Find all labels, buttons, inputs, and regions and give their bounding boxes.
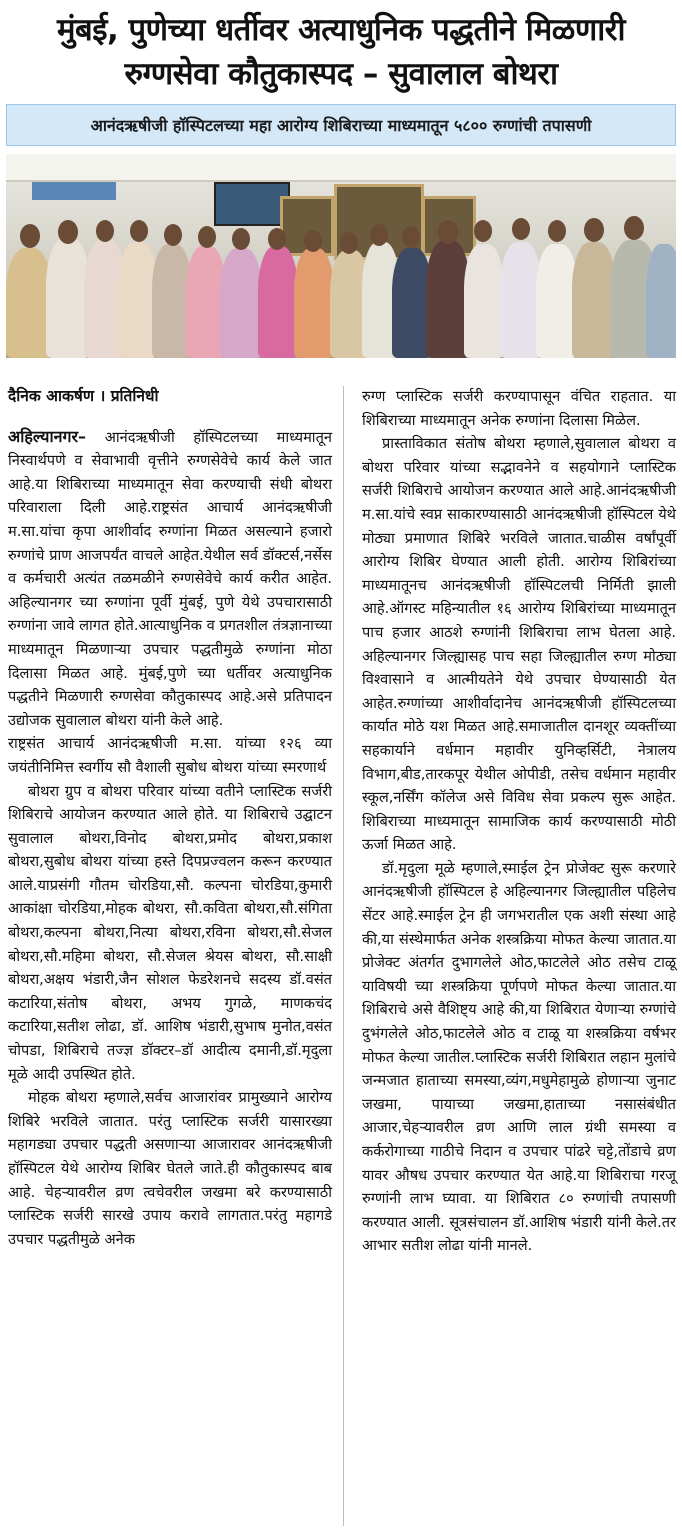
column-divider [343,386,344,1526]
article-column-right [362,385,676,1258]
dateline: अहिल्यानगर– [8,426,87,446]
paragraph: डॉ.मृदुला मूळे म्हणाले,स्माईल ट्रेन प्रोजेक्ट सुरू करणारे आनंदऋषीजी हॉस्पिटल हे अहिल्यानगर जिल्ह्यातील पहिलेच सेंटर आहे.स्माईल ट्रेन ही जगभरातील एक अशी संस्था आहे की,या संस्थेमार्फत अनेक शस्त्रक्रिया मोफत केल्या जातात.या प्रोजेक्ट अंतर्गत दुभागलेले ओठ,फाटलेले ओठ तसेच टाळू याविषयी च्या शस्त्रक्रिया पूर्णपणे मोफत केल्या जातात.या शिबिराचे असे वैशिष्ट्य आहे की,या शिबिरात येणाऱ्या रुग्णांचे दुभंगलेले ओठ,फाटलेले ओठ व टाळू या शस्त्रक्रिया वर्षभर मोफत केल्या जातील.प्लास्टिक सर्जरी शिबिरात लहान मुलांचे जन्मजात हाताच्या समस्या,व्यंग,मधुमेहामुळे होणाऱ्या जुनाट जखमा, पायाच्या जखमा,हाताच्या नसासंबंधीत आजार,चेहऱ्यावरील व्रण आणि लाल ग्रंथी समस्या व कर्करोगाच्या गाठीचे निदान व उपचार पांढरे चट्टे,तोंडाचे व्रण यावर औषध उपचार करण्यात येत आहे.या शिबिराचा गरजू रुग्णांनी लाभ घ्यावा. या शिबिरात ८० रुग्णांची तपासणी करण्यात आली. सूत्रसंचालन डॉ.आशिष भंडारी यांनी केले.तर आभार सतीश लोढा यांनी मानले. [362,859,676,1255]
paragraph: प्रास्ताविकात संतोष बोथरा म्हणाले,सुवालाल बोथरा व बोथरा परिवार यांच्या सद्भावनेने व सहयोगाने प्लास्टिक सर्जरी शिबिराचे आयोजन करण्यात आले आहे.आनंदऋषीजी म.सा.यांचे स्वप्न साकारण्यासाठी आनंदऋषीजी हॉस्पिटल येथे मोठ्या प्रमाणात शिबिरे भरविले जातात.चाळीस वर्षांपूर्वी आरोग्य शिबिर घेण्यात आली होती. आरोग्य शिबिरांच्या माध्यमातूनच आनंदऋषीजी हॉस्पिटलची निर्मिती झाली आहे.ऑगस्ट महिन्यातील १६ आरोग्य शिबिरांच्या माध्यमातून पाच हजार आठशे रुग्णांनी शिबिराचा लाभ घेतला आहे. अहिल्यानगर जिल्ह्यासह पाच सहा जिल्ह्यातील रुग्ण मोठ्या विश्वासाने व आत्मीयतेने येथे उपचार घेण्यासाठी येत आहेत.रुग्णांच्या आशीर्वादानेच आनंदऋषीजी हॉस्पिटलच्या कार्यात मोठे यश मिळत आहे.समाजातील दानशूर व्यक्तींच्या सहकार्याने वर्धमान महावीर युनिव्हर्सिटी, नेत्रालय विभाग,बीड,तारकपूर येथील ओपीडी, तसेच वर्धमान महावीर स्कूल,नर्सिंग कॉलेज असे विविध सेवा प्रकल्प सुरू आहेत. शिबिराच्या माध्यमातून सामाजिक कार्य करण्यासाठी मोठी ऊर्जा मिळत आहे. [362,435,676,854]
article-column-left [8,385,332,1251]
paragraph: राष्ट्रसंत आचार्य आनंदऋषीजी म.सा. यांच्या १२६ व्या जयंतीनिमित्त स्वर्गीय सौ वैशाली सुबोध बोथरा यांच्या स्मरणार्थ [8,735,332,776]
paragraph: बोथरा ग्रुप व बोथरा परिवार यांच्या वतीने प्लास्टिक सर्जरी शिबिराचे आयोजन करण्यात आले होते. या शिबिराचे उद्घाटन सुवालाल बोथरा,विनोद बोथरा,प्रमोद बोथरा,प्रकाश बोथरा,सुबोध बोथरा यांच्या हस्ते दिपप्रज्वलन करून करण्यात आले.याप्रसंगी गौतम चोरडिया,सौ. कल्पना चोरडिया,कुमारी आकांक्षा चोरडिया,मोहक बोथरा, सौ.कविता बोथरा,सौ.संगिता बोथरा,कल्पना बोथरा,नित्या बोथरा,रविना बोथरा,सौ.सेजल बोथरा,सौ.महिमा बोथरा, सौ.सेजल श्रेयस बोथरा, सौ.साक्षी बोथरा,अक्षय भंडारी,जैन सोशल फेडरेशनचे सदस्य डॉ.वसंत कटारिया,संतोष बोथरा, अभय गुगळे, माणकचंद कटारिया,सतीश लोढा, डॉ. आशिष भंडारी,सुभाष मुनोत,वसंत चोपडा, शिबिराचे तज्ज्ञ डॉक्टर–डॉ आदीत्य दमानी,डॉ.मृदुला मूळे आदी उपस्थित होते. [8,782,332,1083]
lead-text: आनंदऋषीजी हॉस्पिटलच्या माध्यमातून निस्वार्थपणे व सेवाभावी वृत्तीने रुग्णसेवेचे कार्य केले जात आहे.या शिबिराच्या माध्यमातून सेवा करण्याची संधी बोथरा परिवाराला दिली आहे.राष्ट्रसंत आचार्य आनंदऋषीजी म.सा.यांचा कृपा आशीर्वाद रुग्णांना मिळत असल्याने हजारो रुग्णांचे प्राण आजपर्यंत वाचले आहेत.येथील सर्व डॉक्टर्स,नर्सेस व कर्मचारी अत्यंत तळमळीने रुग्णसेवेचे कार्य करीत आहेत. अहिल्यानगर च्या रुग्णांना पूर्वी मुंबई, पुणे येथे उपचारासाठी रुग्णांना जावे लागत होते.आत्याधुनिक व प्रगतशील तंत्रज्ञानाच्या माध्यमातून मिळणाऱ्या उपचार पद्धतीमुळे रुग्णांना मोठा दिलासा मिळत आहे. मुंबई,पुणे च्या धर्तीवर अत्याधुनिक पद्धतीने मिळणारी रुग्णसेवा कौतुकास्पद आहे.असे प्रतिपादन उद्योजक सुवालाल बोथरा यांनी केले आहे. [8,428,333,729]
headline-line-1: मुंबई, पुणेच्या धर्तीवर अत्याधुनिक पद्धतीने मिळणारी [56,12,626,48]
headline [4,0,678,96]
headline-line-2: रुग्णसेवा कौतुकास्पद – सुवालाल बोथरा [124,56,558,92]
subheadline: आनंदऋषीजी हॉस्पिटलच्या महा आरोग्य शिबिराच्या माध्यमातून ५८०० रुग्णांची तपासणी [6,104,676,146]
paragraph: रुग्ण प्लास्टिक सर्जरी करण्यापासून वंचित राहतात. या शिबिराच्या माध्यमातून अनेक रुग्णांना दिलासा मिळेल. [362,388,676,429]
event-photo [6,154,676,358]
lead-paragraph [8,425,332,733]
byline: दैनिक आकर्षण । प्रतिनिधी [8,387,159,405]
paragraph: मोहक बोथरा म्हणाले,सर्वच आजारांवर प्रामुख्याने आरोग्य शिबिरे भरविले जातात. परंतु प्लास्टिक सर्जरी यासारख्या महागड्या उपचार पद्धती असणाऱ्या आजारावर आनंदऋषीजी हॉस्पिटल येथे आरोग्य शिबिर घेतले जाते.ही कौतुकास्पद बाब आहे. चेहऱ्यावरील व्रण त्वचेवरील जखमा बरे करण्यासाठी प्लास्टिक सर्जरी सारखे उपाय करावे लागतात.परंतु महागडे उपचार पद्धतीमुळे अनेक [8,1089,332,1248]
